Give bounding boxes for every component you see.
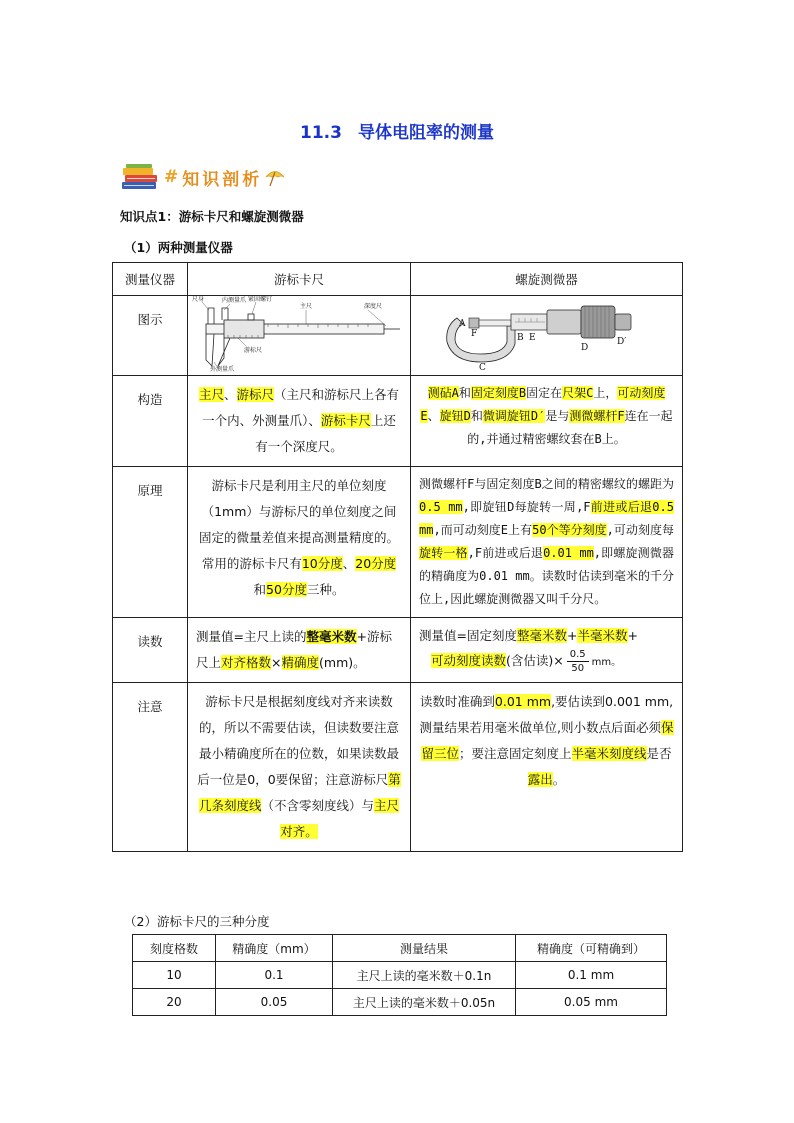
- hl-accuracy: 0.01 mm: [494, 694, 552, 709]
- row-principle: [113, 467, 683, 618]
- row-figure: [113, 296, 683, 376]
- hl-spindle: 测微螺杆F: [569, 409, 625, 423]
- text-seg: 游标卡尺是利用主尺的单位刻度（1mm）与游标尺的单位刻度之间固定的微量差值来提高测量精度的。常用的游标卡尺有: [198, 478, 399, 571]
- caliper-label-inner-jaw: 内测量爪: [222, 297, 247, 304]
- text-seg: 游标卡尺是根据刻度线对齐来读数的，所以不需要估读，但读数要注意最小精确度所在的位数，如果读数最后一位是0，0要保留；注意游标尺: [197, 694, 399, 787]
- text-seg: 三种。: [306, 582, 345, 597]
- micrometer-label-F: F: [471, 329, 478, 339]
- t2-cell: 主尺上读的毫米数＋0.1n: [333, 962, 516, 989]
- hl-fine-knob: 微调旋钮D′: [482, 409, 546, 423]
- hl-whole-mm: 整毫米数: [516, 628, 567, 643]
- title-text: 导体电阻率的测量: [357, 123, 494, 143]
- vernier-caliper-figure: [188, 296, 408, 372]
- micrometer-label-B: B: [517, 333, 524, 343]
- header-instrument: 测量仪器: [113, 263, 188, 296]
- text-seg: +游标尺上: [196, 629, 392, 670]
- reading-caliper-cell: [188, 618, 411, 683]
- books-icon: [120, 162, 162, 192]
- label-notes: 注意: [113, 683, 188, 852]
- hl-thimble-scale: 可动刻度E: [420, 386, 666, 423]
- hl-which-line: 第几条刻度线: [198, 772, 401, 813]
- table-row: [133, 962, 667, 989]
- principle-caliper-text: [188, 467, 410, 609]
- hl-main-scale: 主尺: [198, 387, 224, 402]
- caliper-label-outer-jaw: 外测量爪: [210, 366, 235, 372]
- header-micrometer: 螺旋测微器: [411, 263, 683, 296]
- hl-knob: 旋钮D: [439, 409, 471, 423]
- text-seg: 、: [342, 556, 356, 571]
- t2-cell: 10: [133, 962, 216, 989]
- t2-header-result: 测量结果: [333, 935, 516, 962]
- text-seg: 。: [552, 772, 566, 787]
- caliper-label-lock-screw: 紧固螺钉: [248, 296, 273, 303]
- fraction-denominator: 50: [571, 663, 585, 674]
- hl-anvil: 测砧A: [427, 386, 459, 400]
- instrument-table: [112, 262, 683, 852]
- reading-micrometer-text: [411, 618, 682, 681]
- banner-hash: #: [164, 167, 179, 187]
- hl-pitch: 0.5 mm: [419, 500, 463, 514]
- row-reading: [113, 618, 683, 683]
- text-seg: +: [567, 628, 578, 643]
- hl-vernier-caliper: 游标卡尺: [320, 413, 371, 428]
- text-seg: ,而可动刻度E上有: [433, 523, 533, 537]
- hl-one-step: 旋转一格: [419, 546, 468, 560]
- table2-header-row: [133, 935, 667, 962]
- reading-micrometer-cell: [411, 618, 683, 683]
- t2-header-accuracy: 精确度（可精确到）: [516, 935, 667, 962]
- text-seg: 测量值=固定刻度: [419, 628, 517, 643]
- principle-caliper-cell: [188, 467, 411, 618]
- principle-micrometer-text: [411, 467, 682, 617]
- micrometer-label-E: E: [529, 333, 536, 343]
- structure-micrometer-cell: [411, 376, 683, 467]
- hl-precision: 0.01 mm: [543, 546, 594, 560]
- hl-three-digits: 保留三位: [421, 720, 674, 761]
- section2-heading: （2）游标卡尺的三种分度: [124, 914, 270, 929]
- table-row: [133, 989, 667, 1016]
- hl-50-div: 50分度: [266, 582, 307, 597]
- hl-aligned-count: 对齐格数: [221, 655, 272, 670]
- vernier-division-table: [132, 934, 667, 1016]
- t2-cell: 20: [133, 989, 216, 1016]
- caliper-label-main-scale: 主尺: [300, 303, 313, 310]
- structure-micrometer-text: [411, 376, 682, 457]
- text-seg: 、: [223, 387, 237, 402]
- text-seg: ,要估读到0.001 mm,测量结果若用毫米做单位,则小数点后面必须: [419, 694, 674, 735]
- notes-micrometer-cell: [411, 683, 683, 852]
- text-seg: 和: [458, 386, 471, 400]
- hl-frame: 尺架C: [562, 386, 594, 400]
- text-seg: 测量值=主尺上读的: [196, 629, 307, 644]
- caliper-label-depth-rod: 深度尺: [364, 303, 383, 310]
- micrometer-label-D: D: [581, 343, 589, 353]
- hl-vernier-scale: 游标尺: [236, 387, 275, 402]
- text-seg: 上，: [593, 386, 618, 400]
- text-seg: 测微螺杆F与固定刻度B之间的精密螺纹的螺距为: [419, 477, 674, 491]
- label-structure: 构造: [113, 376, 188, 467]
- micrometer-label-C: C: [479, 363, 486, 372]
- t2-cell: 0.1: [216, 962, 333, 989]
- text-seg: mm。: [591, 657, 622, 668]
- text-seg: 和: [253, 582, 267, 597]
- t2-cell: 0.05: [216, 989, 333, 1016]
- text-seg: （不含零刻度线）与: [261, 798, 374, 813]
- row-structure: [113, 376, 683, 467]
- t2-cell: 主尺上读的毫米数＋0.05n: [333, 989, 516, 1016]
- hl-whole-mm: 整毫米数: [306, 629, 357, 644]
- hl-half-mm-line: 半毫米刻度线: [571, 746, 647, 761]
- text-seg: 、: [427, 409, 440, 423]
- micrometer-label-A: A: [459, 319, 466, 329]
- hl-half-mm: 半毫米数: [577, 628, 628, 643]
- text-seg: 和: [470, 409, 483, 423]
- row-notes: [113, 683, 683, 852]
- hl-advance: 前进或后退: [590, 500, 653, 514]
- section1-heading: （1）两种测量仪器: [124, 240, 233, 255]
- hl-fixed-scale: 固定刻度B: [470, 386, 527, 400]
- section-banner: [120, 162, 286, 192]
- text-seg: ,可动刻度每: [606, 523, 674, 537]
- hl-exposed: 露出: [527, 772, 553, 787]
- caliper-label-body: 尺身: [192, 296, 205, 303]
- structure-caliper-text: [188, 376, 410, 466]
- text-seg: 读数时准确到: [419, 694, 495, 709]
- text-seg: ,即螺旋测微器的精确度为0.01 mm。读数时估读到毫米的千分位上,因此螺旋测微器又叫千分尺。: [419, 546, 674, 606]
- structure-caliper-cell: [188, 376, 411, 467]
- t2-header-precision: 精确度（mm）: [216, 935, 333, 962]
- fraction: [567, 648, 589, 675]
- caliper-label-vernier: 游标尺: [244, 347, 263, 354]
- hl-aligned-main: 主尺对齐。: [280, 798, 400, 839]
- fraction-numerator: 0.5: [567, 648, 589, 662]
- text-seg: ；要注意固定刻度上: [458, 746, 572, 761]
- label-principle: 原理: [113, 467, 188, 618]
- title-number: 11.3: [300, 123, 342, 143]
- hl-50-div: 50个等分刻度: [532, 523, 607, 537]
- text-seg: 连在一起的,并通过精密螺纹套在B上。: [467, 409, 673, 446]
- t2-cell: 0.1 mm: [516, 962, 667, 989]
- text-seg: 固定在: [526, 386, 563, 400]
- text-seg: ,F前进或后退: [467, 546, 544, 560]
- knowledge-point-heading: 知识点1：游标卡尺和螺旋测微器: [120, 209, 304, 224]
- caliper-figure-cell: [188, 296, 411, 376]
- text-seg: 是与: [545, 409, 570, 423]
- t2-cell: 0.05 mm: [516, 989, 667, 1016]
- label-reading: 读数: [113, 618, 188, 683]
- micrometer-label-D-prime: D′: [617, 337, 627, 347]
- notes-caliper-cell: [188, 683, 411, 852]
- table1-header-row: [113, 263, 683, 296]
- umbrella-icon: [264, 166, 286, 188]
- text-seg: +: [627, 628, 638, 643]
- label-figure: 图示: [113, 296, 188, 376]
- header-caliper: 游标卡尺: [188, 263, 411, 296]
- page-title: [0, 118, 794, 143]
- hl-half-mm: 0.5 mm: [419, 500, 674, 537]
- banner-text: 知识剖析: [182, 169, 263, 190]
- text-seg: ×: [271, 655, 282, 670]
- hl-10-div: 10分度: [301, 556, 343, 571]
- hl-20-div: 20分度: [355, 556, 397, 571]
- micrometer-figure: [411, 296, 681, 372]
- text-seg: 是否: [646, 746, 672, 761]
- reading-caliper-text: [188, 618, 410, 682]
- text-seg: （主尺和游标尺上各有一个内、外测量爪）、: [202, 387, 400, 428]
- principle-micrometer-cell: [411, 467, 683, 618]
- text-seg: ,即旋钮D每旋转一周,F: [462, 500, 591, 514]
- hl-thimble-reading: 可动刻度读数: [431, 653, 507, 668]
- text-seg: 上还有一个深度尺。: [255, 413, 396, 454]
- hl-precision: 精确度: [281, 655, 320, 670]
- text-seg: (mm)。: [319, 655, 366, 670]
- t2-header-divisions: 刻度格数: [133, 935, 216, 962]
- notes-micrometer-text: [411, 683, 682, 799]
- micrometer-figure-cell: [411, 296, 683, 376]
- text-seg: (含估读)×: [506, 653, 564, 668]
- notes-caliper-text: [188, 683, 410, 851]
